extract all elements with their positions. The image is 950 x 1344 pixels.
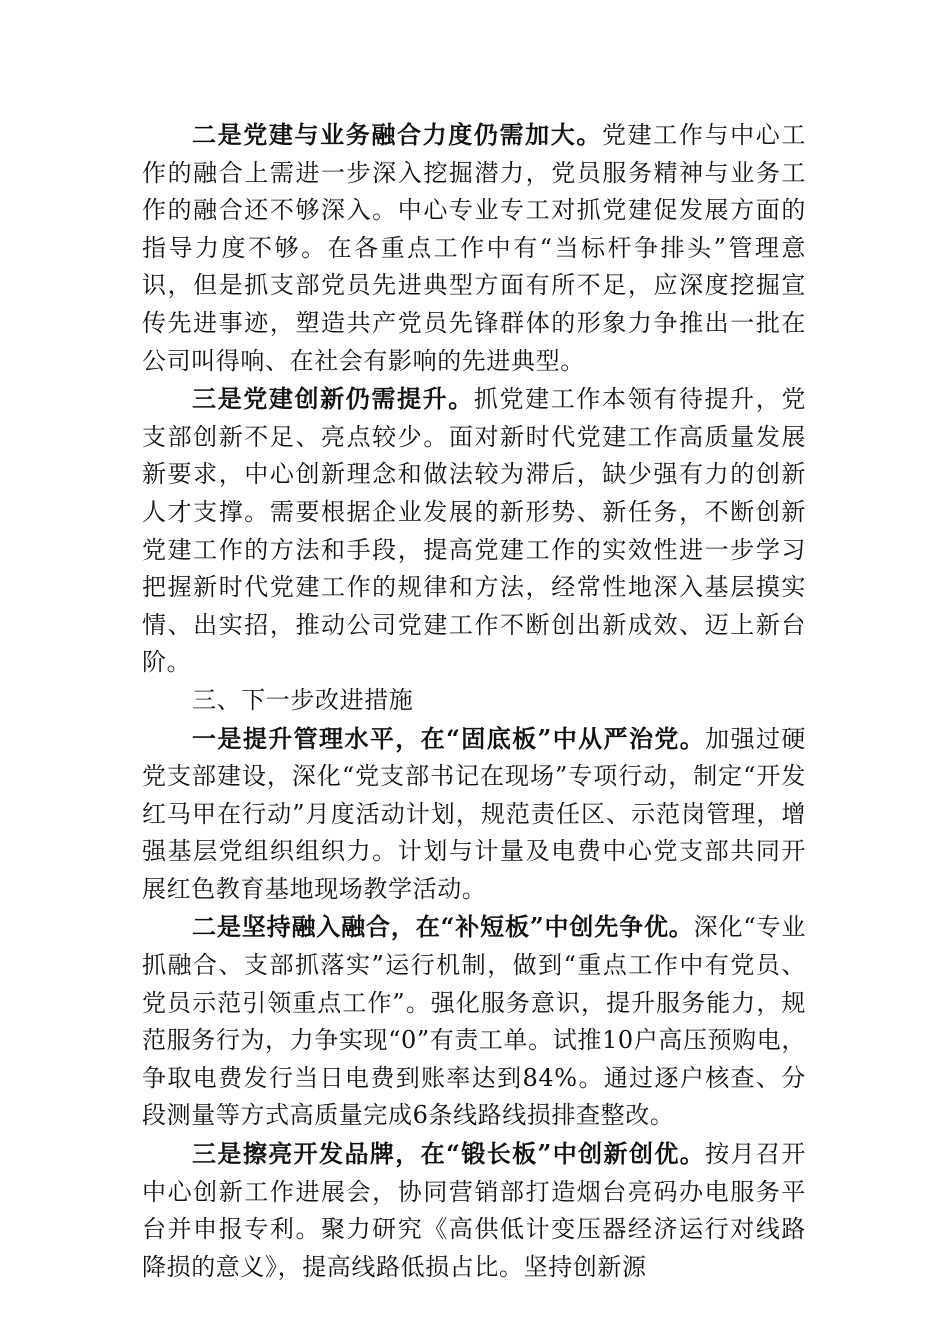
paragraph-party-innovation [142, 380, 806, 682]
paragraph-body: 抓党建工作本领有待提升，党支部创新不足、亮点较少。面对新时代党建工作高质量发展新要求，中心创新理念和做法较为滞后，缺少强有力的创新人才支撑。需要根据企业发展的新形势、新任务，不断创新党建工作的方法和手段，提高党建工作的实效性进一步学习把握新时代党建工作的规律和方法，经常性地深入基层摸实情、出实招，推动公司党建工作不断创出新成效、迈上新台阶。 [142, 385, 806, 677]
paragraph-lead: 一是提升管理水平，在“固底板”中从严治党。 [192, 723, 706, 753]
measure-integration [142, 908, 806, 1135]
paragraph-body: 深化“专业抓融合、支部抓落实”运行机制，做到“重点工作中有党员、党员示范引领重点工作”。强化服务意识，提升服务能力，规范服务行为，力争实现“0”有责工单。试推10户高压预购电，争取电费发行当日电费到账率达到84%。通过逐户核查、分段测量等方式高质量完成6条线路线损排查整改。 [142, 913, 806, 1130]
paragraph-body: 加强过硬党支部建设，深化“党支部书记在现场”专项行动，制定“开发红马甲在行动”月度活动计划，规范责任区、示范岗管理，增强基层党组织组织力。计划与计量及电费中心党支部共同开展红色教育基地现场教学活动。 [142, 724, 806, 903]
section-heading: 三、下一步改进措施 [192, 685, 414, 714]
paragraph-lead: 二是坚持融入融合，在“补短板”中创先争优。 [192, 912, 694, 942]
document-page [142, 116, 806, 1286]
paragraph-body: 党建工作与中心工作的融合上需进一步深入挖掘潜力，党员服务精神与业务工作的融合还不够深入。中心专业专工对抓党建促发展方面的指导力度不够。在各重点工作中有“当标杆争排头”管理意识，但是抓支部党员先进典型方面有所不足，应深度挖掘宣传先进事迹，塑造共产党员先锋群体的形象力争推出一批在公司叫得响、在社会有影响的先进典型。 [142, 121, 806, 375]
paragraph-lead: 三是党建创新仍需提升。 [192, 384, 474, 414]
measure-management-level [142, 720, 806, 909]
paragraph-lead: 二是党建与业务融合力度仍需加大。 [192, 120, 603, 149]
paragraph-lead: 三是擦亮开发品牌，在“锻长板”中创新创优。 [192, 1139, 706, 1169]
paragraph-body: 按月召开中心创新工作进展会，协同营销部打造烟台亮码办电服务平台并申报专利。聚力研究《高供低计变压器经济运行对线路降损的意义》，提高线路低损占比。坚持创新源 [142, 1140, 806, 1281]
measure-brand-innovation [142, 1135, 806, 1286]
paragraph-party-business-integration [142, 116, 806, 380]
